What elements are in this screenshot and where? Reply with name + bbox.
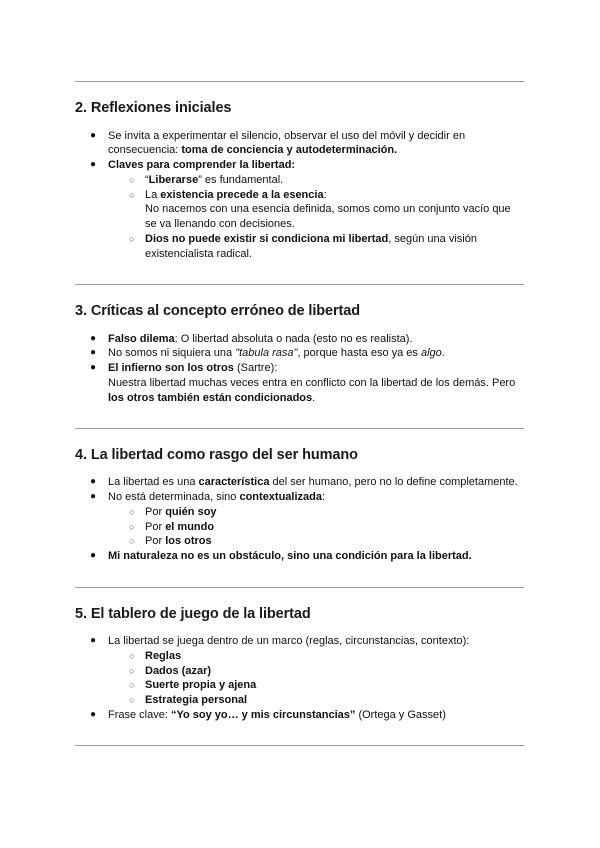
bullet-circle-icon: ○ [129, 174, 135, 185]
text-line [108, 376, 524, 391]
text: Por [145, 535, 166, 548]
italic-text: algo [420, 347, 442, 360]
bullet-disc-icon: ● [90, 550, 97, 562]
list-item [75, 475, 524, 490]
bullet-circle-icon: ○ [129, 650, 135, 661]
text-line [108, 143, 524, 158]
bold-text: Suerte propia y ajena [145, 679, 257, 692]
bold-text: Estrategia personal [145, 694, 248, 707]
text-line [108, 475, 524, 490]
section [75, 301, 524, 405]
text-line [145, 534, 524, 549]
bold-text: el mundo [165, 520, 215, 533]
section-heading: 2. Reflexiones iniciales [75, 100, 232, 116]
text: del ser humano, pero no lo define completamente. [269, 476, 518, 489]
list-item [75, 332, 524, 347]
text-line [145, 678, 524, 693]
text-line [108, 332, 524, 347]
text-line [108, 391, 524, 406]
section-divider [75, 81, 524, 82]
bullet-disc-icon: ● [90, 476, 97, 488]
list-item [75, 534, 524, 549]
text-line [145, 232, 524, 247]
list-item [75, 678, 524, 693]
bold-text: existencia precede a la esencia [160, 188, 324, 201]
text: No está determinada, sino [108, 491, 240, 504]
section-heading: 5. El tablero de juego de la libertad [75, 605, 311, 622]
bullet-list [75, 475, 524, 564]
text: La libertad se juega dentro de un marco (reglas, circunstancias, contexto): [108, 635, 470, 648]
text: . [441, 347, 445, 360]
text: : O libertad absoluta o nada (esto no es realista). [174, 332, 413, 345]
list-item [75, 188, 524, 232]
section [75, 604, 524, 723]
text: Frase clave: [108, 708, 171, 721]
bullet-disc-icon: ● [90, 159, 97, 171]
text: se va llenando con decisiones. [145, 218, 295, 231]
bullet-disc-icon: ● [90, 332, 97, 344]
bullet-circle-icon: ○ [129, 680, 135, 691]
text-line [145, 520, 524, 535]
text: (Sartre): [233, 362, 278, 375]
bold-text: El infierno son los otros [108, 362, 234, 375]
list-item [75, 361, 524, 405]
text-line [145, 173, 524, 188]
bold-text: Reglas [145, 649, 182, 662]
text-line [145, 188, 524, 203]
list-item [75, 520, 524, 535]
text: , porque hasta eso ya es [297, 347, 421, 360]
bullet-circle-icon: ○ [129, 536, 135, 547]
bullet-circle-icon: ○ [129, 189, 135, 200]
bullet-disc-icon: ● [90, 708, 97, 720]
section-heading: 4. La libertad como rasgo del ser humano [75, 446, 358, 463]
text: No nacemos con una esencia definida, somos como un conjunto vacío que [145, 203, 511, 216]
list-item [75, 346, 524, 361]
section-heading: 3. Críticas al concepto erróneo de libertad [75, 302, 360, 319]
bullet-disc-icon: ● [90, 362, 97, 374]
text: Nuestra libertad muchas veces entra en conflicto con la libertad de los demás. Pero [108, 376, 516, 389]
list-item [75, 549, 524, 564]
bold-text: los otros [165, 535, 212, 548]
bold-text: contextualizada [239, 491, 322, 504]
text: : [323, 188, 327, 201]
list-item [75, 158, 524, 173]
bold-text: característica [198, 476, 270, 489]
section [75, 445, 524, 564]
bold-text: quién soy [165, 505, 217, 518]
bullet-disc-icon: ● [90, 635, 97, 647]
text-line [108, 361, 524, 376]
text-line [108, 708, 524, 723]
bullet-list [75, 634, 524, 723]
bold-text: Mi naturaleza no es un obstáculo, sino una condición para la libertad. [108, 550, 472, 563]
text: . [312, 391, 316, 404]
bold-text: Falso dilema [108, 332, 175, 345]
bold-text: toma de conciencia y autodeterminación. [181, 144, 398, 157]
section [75, 98, 524, 261]
list-item [75, 649, 524, 664]
text: : [322, 491, 326, 504]
text: (Ortega y Gasset) [355, 708, 446, 721]
bullet-circle-icon: ○ [129, 521, 135, 532]
text: Se invita a experimentar el silencio, observar el uso del móvil y decidir en [108, 129, 466, 142]
bullet-circle-icon: ○ [129, 695, 135, 706]
list-item [75, 664, 524, 679]
text-line [145, 202, 524, 217]
list-item [75, 505, 524, 520]
bold-text: los otros también están condicionados [108, 391, 313, 404]
text: ” es fundamental. [198, 173, 284, 186]
text-line [108, 634, 524, 649]
section-divider [75, 428, 524, 429]
text-line [108, 549, 524, 564]
bullet-list [75, 332, 524, 406]
bullet-circle-icon: ○ [129, 665, 135, 676]
section-divider [75, 587, 524, 588]
text: La libertad es una [108, 476, 199, 489]
bullet-circle-icon: ○ [129, 233, 135, 244]
bold-text: Liberarse [148, 173, 199, 186]
bullet-disc-icon: ● [90, 129, 97, 141]
list-item [75, 708, 524, 723]
text-line [145, 649, 524, 664]
text: La [145, 188, 161, 201]
text-line [108, 158, 524, 173]
italic-text: "tabula rasa" [235, 347, 298, 360]
text-line [145, 505, 524, 520]
text: Por [145, 520, 166, 533]
section-divider [75, 284, 524, 285]
text-line [108, 346, 524, 361]
text: “ [145, 173, 149, 186]
bold-text: Claves para comprender la libertad: [108, 159, 296, 172]
list-item [75, 693, 524, 708]
bold-text: “Yo soy yo… y mis circunstancias” [170, 708, 356, 721]
list-item [75, 490, 524, 505]
text-line [145, 247, 524, 262]
document-page [75, 81, 524, 746]
text: No somos ni siquiera una [108, 347, 236, 360]
text-line [145, 693, 524, 708]
text-line [108, 490, 524, 505]
bullet-circle-icon: ○ [129, 506, 135, 517]
text-line [145, 664, 524, 679]
text-line [145, 217, 524, 232]
bold-text: Dios no puede existir si condiciona mi libertad [145, 232, 389, 245]
list-item [75, 173, 524, 188]
section-divider [75, 745, 524, 746]
list-item [75, 634, 524, 649]
text-line [108, 129, 524, 144]
text: consecuencia: [108, 144, 182, 157]
list-item [75, 129, 524, 159]
bullet-list [75, 129, 524, 262]
bullet-disc-icon: ● [90, 347, 97, 359]
text: , según una visión [388, 232, 477, 245]
bullet-disc-icon: ● [90, 491, 97, 503]
bold-text: Dados (azar) [145, 664, 212, 677]
list-item [75, 232, 524, 262]
text: Por [145, 505, 166, 518]
text: existencialista radical. [145, 247, 252, 260]
